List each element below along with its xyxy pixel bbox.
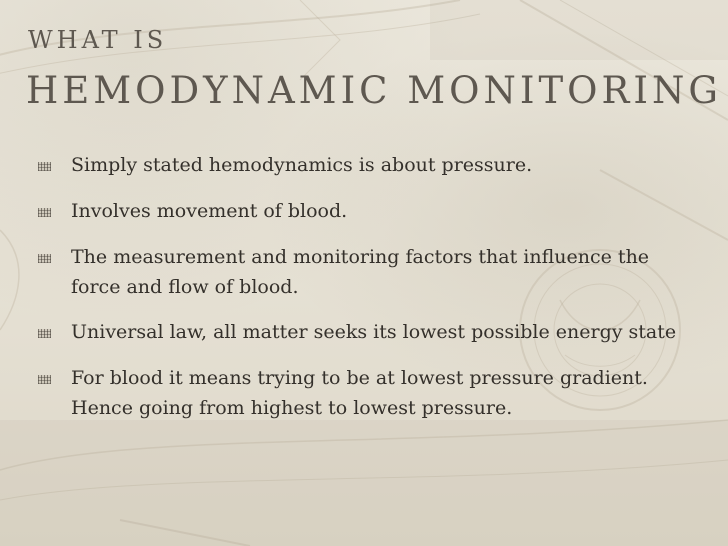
bullet-item bbox=[38, 317, 688, 347]
bullet-item bbox=[38, 150, 688, 180]
bullet-text: Universal law, all matter seeks its lowest possible energy state bbox=[71, 321, 677, 343]
bullet-text: Involves movement of blood. bbox=[71, 200, 348, 222]
bullet-text: Simply stated hemodynamics is about pressure. bbox=[71, 154, 533, 176]
slide-title: HEMODYNAMIC MONITORING bbox=[26, 69, 722, 112]
bullet-icon bbox=[38, 208, 51, 217]
bullet-list bbox=[38, 150, 688, 423]
bullet-icon bbox=[38, 329, 51, 338]
bullet-item bbox=[38, 363, 688, 423]
bullet-icon bbox=[38, 162, 51, 171]
bullet-icon bbox=[38, 254, 51, 263]
bullet-text: The measurement and monitoring factors that influence the force and flow of blood. bbox=[71, 246, 650, 298]
slide-kicker: WHAT IS bbox=[28, 26, 168, 54]
bullet-text: For blood it means trying to be at lowest pressure gradient. Hence going from highest to lowest pressure. bbox=[71, 367, 648, 419]
bullet-item bbox=[38, 196, 688, 226]
bullet-icon bbox=[38, 375, 51, 384]
bullet-item bbox=[38, 242, 688, 302]
